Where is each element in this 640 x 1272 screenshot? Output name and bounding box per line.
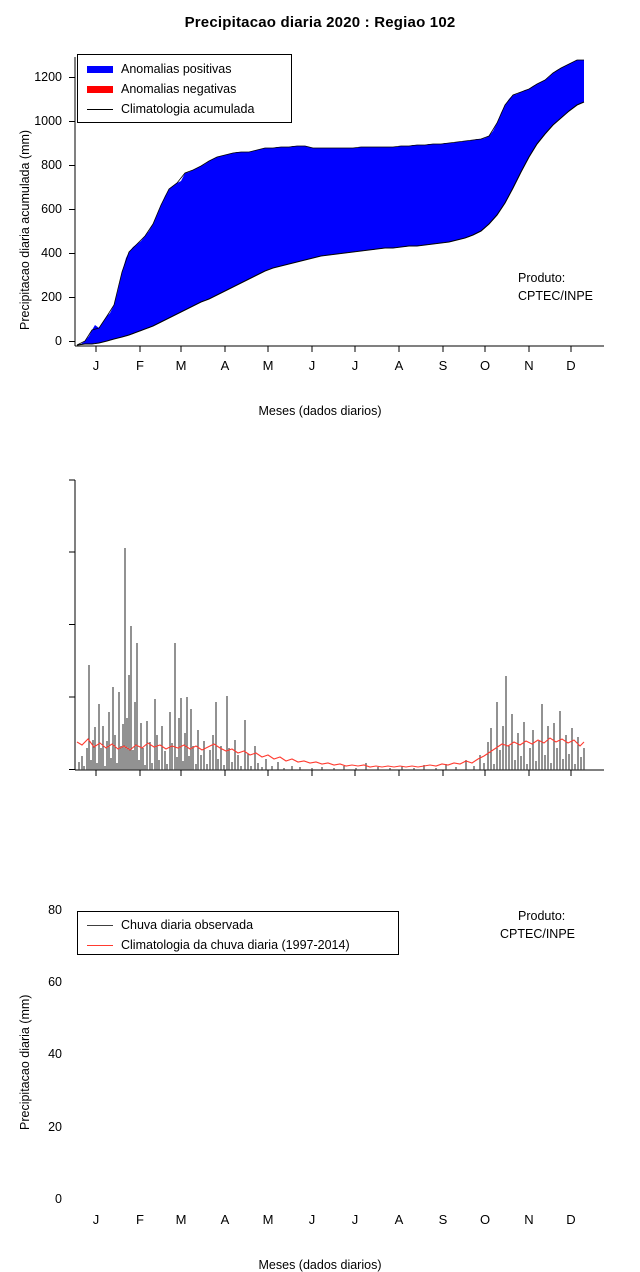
legend-swatch-negative xyxy=(87,86,113,93)
bottom-y-tick-0: 0 xyxy=(55,1192,62,1206)
bottom-legend-label-climatology: Climatologia da chuva diaria (1997-2014) xyxy=(121,938,350,952)
bottom-produto-line1: Produto: xyxy=(518,909,566,923)
top-y-axis-title: Precipitacao diaria acumulada (mm) xyxy=(18,129,32,330)
top-x-tick-aug: A xyxy=(394,358,404,373)
top-y-tick-200: 200 xyxy=(41,290,62,304)
top-legend-item-negative xyxy=(87,80,236,98)
observed-bars xyxy=(79,548,584,770)
top-produto-line2: CPTEC/INPE xyxy=(518,289,594,303)
top-x-tick-jun: J xyxy=(308,358,316,373)
bottom-legend-label-observed: Chuva diaria observada xyxy=(121,918,254,932)
bottom-x-tick-mar: M xyxy=(175,1212,187,1227)
legend-swatch-positive xyxy=(87,66,113,73)
bottom-y-tick-40: 40 xyxy=(48,1047,62,1061)
top-legend-item-climatology xyxy=(87,100,254,118)
bottom-x-axis-title: Meses (dados diarios) xyxy=(258,1258,382,1272)
top-x-tick-sep: S xyxy=(438,358,448,373)
bottom-plot-canvas xyxy=(0,430,640,850)
bottom-x-tick-may: M xyxy=(262,1212,274,1227)
bottom-x-tick-jul: J xyxy=(351,1212,359,1227)
top-legend-label-negative: Anomalias negativas xyxy=(121,82,237,96)
top-x-tick-oct: O xyxy=(479,358,491,373)
bottom-x-tick-aug: A xyxy=(394,1212,404,1227)
top-produto-line1: Produto: xyxy=(518,271,566,285)
top-chart-panel xyxy=(0,0,640,430)
top-x-tick-apr: A xyxy=(220,358,230,373)
legend-swatch-climatology xyxy=(87,109,113,110)
top-x-tick-jul: J xyxy=(351,358,359,373)
bottom-x-tick-feb: F xyxy=(136,1212,144,1227)
top-x-tick-dec: D xyxy=(566,358,576,373)
bottom-y-tick-60: 60 xyxy=(48,975,62,989)
top-legend-label-positive: Anomalias positivas xyxy=(121,62,232,76)
page-title: Precipitacao diaria 2020 : Regiao 102 xyxy=(184,14,456,31)
legend-swatch-climatology-daily xyxy=(87,945,113,946)
bottom-x-tick-nov: N xyxy=(524,1212,534,1227)
top-x-axis-title: Meses (dados diarios) xyxy=(258,404,382,418)
bottom-legend-item-observed xyxy=(87,916,253,934)
bottom-x-tick-dec: D xyxy=(566,1212,576,1227)
bottom-x-tick-apr: A xyxy=(220,1212,230,1227)
top-y-tick-0: 0 xyxy=(55,334,62,348)
bottom-legend-item-climatology xyxy=(87,936,350,954)
climatology-daily-line xyxy=(77,738,584,767)
bottom-x-tick-jun: J xyxy=(308,1212,316,1227)
top-y-tick-600: 600 xyxy=(41,202,62,216)
top-legend-item-positive xyxy=(87,60,231,78)
top-x-tick-jan: J xyxy=(92,358,100,373)
bottom-y-tick-20: 20 xyxy=(48,1120,62,1134)
bottom-y-axis-title: Precipitacao diaria (mm) xyxy=(18,994,32,1130)
bottom-y-tick-80: 80 xyxy=(48,903,62,917)
top-y-tick-1000: 1000 xyxy=(34,114,62,128)
top-legend-label-climatology: Climatologia acumulada xyxy=(121,102,255,116)
bottom-x-tick-oct: O xyxy=(479,1212,491,1227)
top-x-tick-mar: M xyxy=(175,358,187,373)
top-y-tick-400: 400 xyxy=(41,246,62,260)
legend-swatch-observed xyxy=(87,925,113,926)
bottom-x-tick-jan: J xyxy=(92,1212,100,1227)
bottom-x-tick-sep: S xyxy=(438,1212,448,1227)
bottom-chart-panel xyxy=(0,430,640,1272)
top-y-tick-800: 800 xyxy=(41,158,62,172)
top-x-tick-may: M xyxy=(262,358,274,373)
top-x-tick-nov: N xyxy=(524,358,534,373)
top-x-tick-feb: F xyxy=(136,358,144,373)
top-y-tick-1200: 1200 xyxy=(34,70,62,84)
bottom-produto-line2: CPTEC/INPE xyxy=(500,927,576,941)
